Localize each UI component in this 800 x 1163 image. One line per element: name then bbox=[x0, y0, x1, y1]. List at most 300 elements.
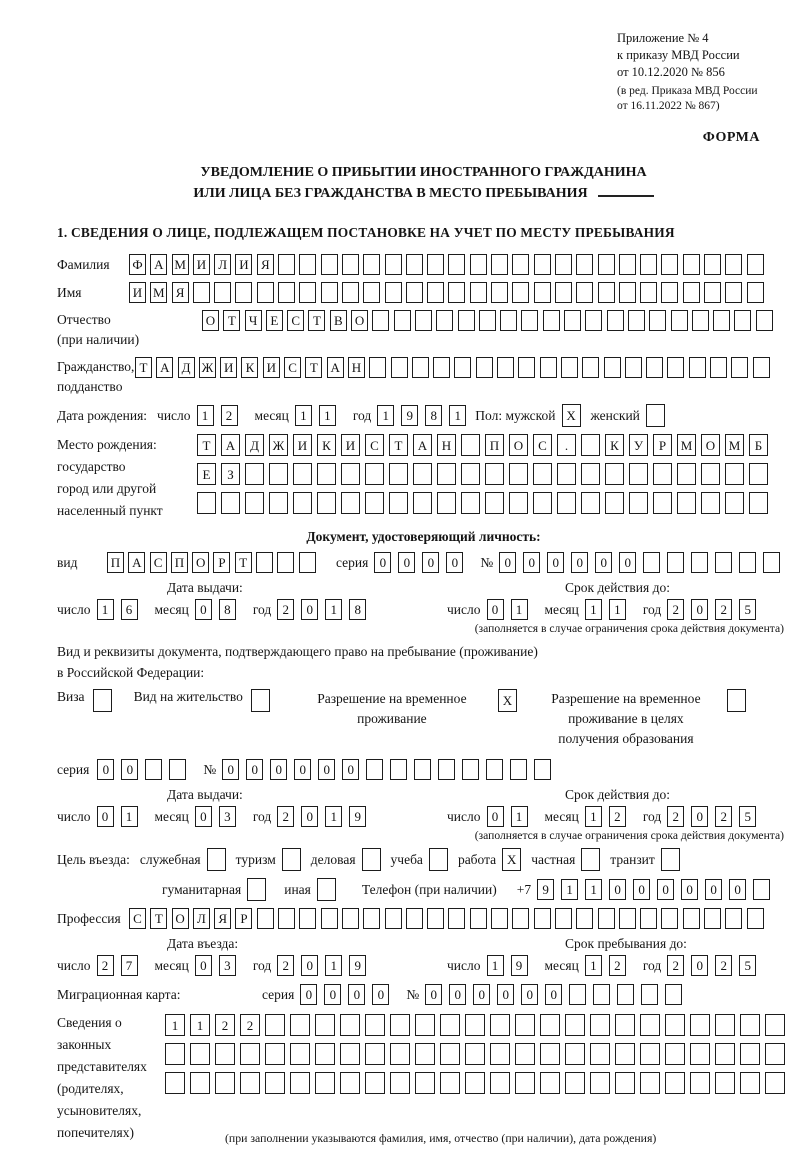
char-cell[interactable]: О bbox=[351, 310, 368, 331]
char-cell[interactable]: 2 bbox=[715, 599, 732, 620]
char-cell[interactable] bbox=[458, 310, 475, 331]
char-cell[interactable]: X bbox=[498, 689, 517, 712]
char-cell[interactable]: 0 bbox=[425, 984, 442, 1005]
char-cell[interactable]: Ж bbox=[269, 434, 288, 456]
char-cell[interactable] bbox=[710, 357, 727, 378]
char-cell[interactable]: 6 bbox=[121, 599, 138, 620]
char-cell[interactable]: И bbox=[129, 282, 146, 303]
char-cell[interactable]: 2 bbox=[240, 1014, 260, 1036]
char-cell[interactable] bbox=[461, 434, 480, 456]
char-cell[interactable] bbox=[366, 759, 383, 780]
char-cell[interactable]: 0 bbox=[246, 759, 263, 780]
char-cell[interactable]: Д bbox=[178, 357, 195, 378]
char-cell[interactable]: И bbox=[341, 434, 360, 456]
char-cell[interactable] bbox=[640, 1043, 660, 1065]
char-cell[interactable]: 2 bbox=[667, 599, 684, 620]
char-cell[interactable]: И bbox=[220, 357, 237, 378]
char-cell[interactable] bbox=[437, 463, 456, 485]
char-cell[interactable] bbox=[278, 908, 295, 929]
char-cell[interactable] bbox=[534, 282, 551, 303]
char-cell[interactable] bbox=[749, 463, 768, 485]
char-cell[interactable] bbox=[406, 282, 423, 303]
char-cell[interactable] bbox=[590, 1014, 610, 1036]
char-cell[interactable] bbox=[540, 1014, 560, 1036]
char-cell[interactable]: 0 bbox=[609, 879, 626, 900]
char-cell[interactable]: 0 bbox=[294, 759, 311, 780]
char-cell[interactable] bbox=[715, 1072, 735, 1094]
char-cell[interactable]: 1 bbox=[319, 405, 336, 426]
char-cell[interactable] bbox=[605, 492, 624, 514]
char-cell[interactable] bbox=[725, 282, 742, 303]
char-cell[interactable] bbox=[485, 463, 504, 485]
char-cell[interactable] bbox=[765, 1043, 785, 1065]
char-cell[interactable] bbox=[704, 254, 721, 275]
char-cell[interactable] bbox=[619, 908, 636, 929]
char-cell[interactable]: 0 bbox=[691, 599, 708, 620]
char-cell[interactable] bbox=[565, 1014, 585, 1036]
char-cell[interactable] bbox=[509, 492, 528, 514]
char-cell[interactable]: С bbox=[533, 434, 552, 456]
char-cell[interactable]: 0 bbox=[487, 599, 504, 620]
title-blank-line[interactable] bbox=[598, 183, 654, 197]
char-cell[interactable]: 2 bbox=[97, 955, 114, 976]
char-cell[interactable] bbox=[413, 463, 432, 485]
char-cell[interactable] bbox=[569, 984, 586, 1005]
char-cell[interactable]: 1 bbox=[585, 599, 602, 620]
char-cell[interactable]: О bbox=[202, 310, 219, 331]
char-cell[interactable] bbox=[362, 848, 381, 871]
char-cell[interactable] bbox=[604, 357, 621, 378]
char-cell[interactable] bbox=[363, 908, 380, 929]
char-cell[interactable]: 0 bbox=[301, 955, 318, 976]
char-cell[interactable] bbox=[369, 357, 386, 378]
char-cell[interactable] bbox=[269, 492, 288, 514]
char-cell[interactable] bbox=[341, 492, 360, 514]
char-cell[interactable]: X bbox=[562, 404, 581, 427]
char-cell[interactable] bbox=[725, 908, 742, 929]
char-cell[interactable] bbox=[683, 282, 700, 303]
char-cell[interactable]: К bbox=[605, 434, 624, 456]
char-cell[interactable]: 9 bbox=[349, 806, 366, 827]
char-cell[interactable]: М bbox=[725, 434, 744, 456]
char-cell[interactable] bbox=[615, 1072, 635, 1094]
char-cell[interactable] bbox=[257, 908, 274, 929]
char-cell[interactable]: 8 bbox=[349, 599, 366, 620]
char-cell[interactable]: 0 bbox=[301, 806, 318, 827]
char-cell[interactable]: 2 bbox=[277, 599, 294, 620]
char-cell[interactable] bbox=[290, 1072, 310, 1094]
char-cell[interactable] bbox=[299, 552, 316, 573]
char-cell[interactable] bbox=[293, 463, 312, 485]
char-cell[interactable] bbox=[394, 310, 411, 331]
char-cell[interactable] bbox=[340, 1043, 360, 1065]
char-cell[interactable] bbox=[193, 282, 210, 303]
char-cell[interactable]: 9 bbox=[511, 955, 528, 976]
char-cell[interactable] bbox=[692, 310, 709, 331]
char-cell[interactable] bbox=[448, 908, 465, 929]
char-cell[interactable] bbox=[93, 689, 112, 712]
char-cell[interactable] bbox=[470, 908, 487, 929]
char-cell[interactable] bbox=[515, 1043, 535, 1065]
char-cell[interactable] bbox=[581, 463, 600, 485]
char-cell[interactable] bbox=[290, 1043, 310, 1065]
char-cell[interactable] bbox=[625, 357, 642, 378]
char-cell[interactable] bbox=[461, 463, 480, 485]
char-cell[interactable]: 0 bbox=[499, 552, 516, 573]
char-cell[interactable]: 7 bbox=[121, 955, 138, 976]
char-cell[interactable]: X bbox=[502, 848, 521, 871]
char-cell[interactable] bbox=[619, 282, 636, 303]
char-cell[interactable] bbox=[315, 1043, 335, 1065]
char-cell[interactable]: Р bbox=[235, 908, 252, 929]
char-cell[interactable] bbox=[512, 282, 529, 303]
char-cell[interactable]: З bbox=[221, 463, 240, 485]
char-cell[interactable] bbox=[565, 1043, 585, 1065]
char-cell[interactable] bbox=[342, 254, 359, 275]
char-cell[interactable]: 0 bbox=[372, 984, 389, 1005]
char-cell[interactable] bbox=[340, 1072, 360, 1094]
char-cell[interactable]: 3 bbox=[219, 955, 236, 976]
char-cell[interactable] bbox=[749, 492, 768, 514]
char-cell[interactable] bbox=[555, 254, 572, 275]
char-cell[interactable] bbox=[169, 759, 186, 780]
char-cell[interactable]: Н bbox=[348, 357, 365, 378]
char-cell[interactable]: 0 bbox=[121, 759, 138, 780]
char-cell[interactable] bbox=[619, 254, 636, 275]
char-cell[interactable] bbox=[715, 1014, 735, 1036]
char-cell[interactable]: А bbox=[413, 434, 432, 456]
char-cell[interactable] bbox=[265, 1043, 285, 1065]
char-cell[interactable]: С bbox=[129, 908, 146, 929]
char-cell[interactable]: П bbox=[171, 552, 188, 573]
char-cell[interactable] bbox=[365, 1014, 385, 1036]
char-cell[interactable] bbox=[629, 492, 648, 514]
char-cell[interactable] bbox=[598, 908, 615, 929]
char-cell[interactable] bbox=[372, 310, 389, 331]
char-cell[interactable]: 9 bbox=[537, 879, 554, 900]
char-cell[interactable] bbox=[427, 282, 444, 303]
char-cell[interactable] bbox=[640, 1072, 660, 1094]
char-cell[interactable] bbox=[490, 1014, 510, 1036]
char-cell[interactable]: 1 bbox=[609, 599, 626, 620]
char-cell[interactable] bbox=[485, 492, 504, 514]
char-cell[interactable] bbox=[207, 848, 226, 871]
char-cell[interactable] bbox=[412, 357, 429, 378]
char-cell[interactable] bbox=[257, 282, 274, 303]
char-cell[interactable] bbox=[763, 552, 780, 573]
char-cell[interactable] bbox=[747, 282, 764, 303]
char-cell[interactable]: М bbox=[677, 434, 696, 456]
char-cell[interactable] bbox=[661, 254, 678, 275]
char-cell[interactable] bbox=[727, 689, 746, 712]
char-cell[interactable] bbox=[605, 463, 624, 485]
char-cell[interactable]: 1 bbox=[165, 1014, 185, 1036]
char-cell[interactable] bbox=[715, 552, 732, 573]
char-cell[interactable]: А bbox=[327, 357, 344, 378]
char-cell[interactable]: 1 bbox=[561, 879, 578, 900]
char-cell[interactable]: 0 bbox=[705, 879, 722, 900]
char-cell[interactable] bbox=[576, 908, 593, 929]
char-cell[interactable] bbox=[640, 1014, 660, 1036]
char-cell[interactable] bbox=[683, 908, 700, 929]
char-cell[interactable]: Я bbox=[172, 282, 189, 303]
char-cell[interactable]: П bbox=[485, 434, 504, 456]
char-cell[interactable] bbox=[486, 759, 503, 780]
char-cell[interactable] bbox=[406, 254, 423, 275]
char-cell[interactable] bbox=[340, 1014, 360, 1036]
char-cell[interactable] bbox=[765, 1014, 785, 1036]
char-cell[interactable] bbox=[317, 492, 336, 514]
char-cell[interactable] bbox=[557, 463, 576, 485]
char-cell[interactable] bbox=[415, 1014, 435, 1036]
char-cell[interactable]: Т bbox=[308, 310, 325, 331]
char-cell[interactable] bbox=[415, 310, 432, 331]
char-cell[interactable] bbox=[299, 282, 316, 303]
char-cell[interactable] bbox=[521, 310, 538, 331]
char-cell[interactable]: И bbox=[235, 254, 252, 275]
char-cell[interactable] bbox=[715, 1043, 735, 1065]
char-cell[interactable] bbox=[725, 492, 744, 514]
char-cell[interactable]: Е bbox=[266, 310, 283, 331]
char-cell[interactable]: С bbox=[365, 434, 384, 456]
char-cell[interactable] bbox=[190, 1043, 210, 1065]
char-cell[interactable] bbox=[747, 254, 764, 275]
char-cell[interactable]: Я bbox=[257, 254, 274, 275]
char-cell[interactable] bbox=[665, 1043, 685, 1065]
char-cell[interactable]: 0 bbox=[547, 552, 564, 573]
char-cell[interactable] bbox=[607, 310, 624, 331]
char-cell[interactable]: 0 bbox=[521, 984, 538, 1005]
char-cell[interactable]: 0 bbox=[97, 806, 114, 827]
char-cell[interactable]: 0 bbox=[422, 552, 439, 573]
char-cell[interactable] bbox=[615, 1043, 635, 1065]
char-cell[interactable] bbox=[690, 1014, 710, 1036]
char-cell[interactable] bbox=[470, 254, 487, 275]
char-cell[interactable] bbox=[390, 759, 407, 780]
char-cell[interactable] bbox=[454, 357, 471, 378]
char-cell[interactable]: 0 bbox=[195, 806, 212, 827]
char-cell[interactable] bbox=[641, 984, 658, 1005]
char-cell[interactable]: 0 bbox=[222, 759, 239, 780]
char-cell[interactable]: 0 bbox=[195, 955, 212, 976]
char-cell[interactable] bbox=[265, 1072, 285, 1094]
char-cell[interactable]: Т bbox=[150, 908, 167, 929]
char-cell[interactable] bbox=[713, 310, 730, 331]
char-cell[interactable] bbox=[214, 282, 231, 303]
char-cell[interactable]: 2 bbox=[715, 955, 732, 976]
char-cell[interactable]: А bbox=[150, 254, 167, 275]
char-cell[interactable]: 1 bbox=[197, 405, 214, 426]
char-cell[interactable]: 0 bbox=[348, 984, 365, 1005]
char-cell[interactable] bbox=[683, 254, 700, 275]
char-cell[interactable] bbox=[665, 1014, 685, 1036]
char-cell[interactable] bbox=[433, 357, 450, 378]
char-cell[interactable] bbox=[190, 1072, 210, 1094]
char-cell[interactable]: 0 bbox=[691, 955, 708, 976]
char-cell[interactable]: 0 bbox=[633, 879, 650, 900]
char-cell[interactable] bbox=[342, 282, 359, 303]
char-cell[interactable] bbox=[448, 282, 465, 303]
char-cell[interactable] bbox=[515, 1014, 535, 1036]
char-cell[interactable] bbox=[406, 908, 423, 929]
char-cell[interactable] bbox=[491, 254, 508, 275]
char-cell[interactable] bbox=[277, 552, 294, 573]
char-cell[interactable] bbox=[515, 1072, 535, 1094]
char-cell[interactable] bbox=[247, 878, 266, 901]
char-cell[interactable]: 2 bbox=[609, 955, 626, 976]
char-cell[interactable]: И bbox=[193, 254, 210, 275]
char-cell[interactable] bbox=[617, 984, 634, 1005]
char-cell[interactable] bbox=[321, 908, 338, 929]
char-cell[interactable]: Т bbox=[389, 434, 408, 456]
char-cell[interactable] bbox=[643, 552, 660, 573]
char-cell[interactable] bbox=[581, 848, 600, 871]
char-cell[interactable]: 3 bbox=[219, 806, 236, 827]
char-cell[interactable]: 0 bbox=[595, 552, 612, 573]
char-cell[interactable] bbox=[385, 282, 402, 303]
char-cell[interactable]: 5 bbox=[739, 955, 756, 976]
char-cell[interactable] bbox=[740, 1014, 760, 1036]
char-cell[interactable] bbox=[731, 357, 748, 378]
char-cell[interactable] bbox=[317, 878, 336, 901]
char-cell[interactable]: Р bbox=[653, 434, 672, 456]
char-cell[interactable] bbox=[581, 492, 600, 514]
char-cell[interactable] bbox=[582, 357, 599, 378]
char-cell[interactable]: 8 bbox=[425, 405, 442, 426]
char-cell[interactable]: 1 bbox=[121, 806, 138, 827]
char-cell[interactable] bbox=[628, 310, 645, 331]
char-cell[interactable] bbox=[576, 254, 593, 275]
char-cell[interactable]: 1 bbox=[295, 405, 312, 426]
char-cell[interactable] bbox=[533, 463, 552, 485]
char-cell[interactable]: О bbox=[701, 434, 720, 456]
char-cell[interactable] bbox=[765, 1072, 785, 1094]
char-cell[interactable]: 9 bbox=[401, 405, 418, 426]
char-cell[interactable]: 0 bbox=[729, 879, 746, 900]
char-cell[interactable] bbox=[598, 254, 615, 275]
char-cell[interactable]: М bbox=[150, 282, 167, 303]
char-cell[interactable]: Ф bbox=[129, 254, 146, 275]
char-cell[interactable] bbox=[561, 357, 578, 378]
char-cell[interactable] bbox=[365, 1072, 385, 1094]
char-cell[interactable] bbox=[593, 984, 610, 1005]
char-cell[interactable] bbox=[555, 282, 572, 303]
char-cell[interactable]: 2 bbox=[277, 806, 294, 827]
char-cell[interactable] bbox=[653, 492, 672, 514]
char-cell[interactable] bbox=[215, 1072, 235, 1094]
char-cell[interactable] bbox=[465, 1043, 485, 1065]
char-cell[interactable] bbox=[145, 759, 162, 780]
char-cell[interactable] bbox=[414, 759, 431, 780]
char-cell[interactable] bbox=[256, 552, 273, 573]
char-cell[interactable] bbox=[437, 492, 456, 514]
char-cell[interactable] bbox=[429, 848, 448, 871]
char-cell[interactable] bbox=[341, 463, 360, 485]
char-cell[interactable]: 1 bbox=[325, 955, 342, 976]
char-cell[interactable]: 5 bbox=[739, 806, 756, 827]
char-cell[interactable]: 1 bbox=[325, 599, 342, 620]
char-cell[interactable] bbox=[665, 1072, 685, 1094]
char-cell[interactable] bbox=[661, 908, 678, 929]
char-cell[interactable] bbox=[235, 282, 252, 303]
char-cell[interactable]: 1 bbox=[585, 879, 602, 900]
char-cell[interactable] bbox=[465, 1072, 485, 1094]
char-cell[interactable] bbox=[555, 908, 572, 929]
char-cell[interactable] bbox=[640, 282, 657, 303]
char-cell[interactable]: 0 bbox=[324, 984, 341, 1005]
char-cell[interactable]: . bbox=[557, 434, 576, 456]
char-cell[interactable] bbox=[667, 552, 684, 573]
char-cell[interactable] bbox=[415, 1043, 435, 1065]
char-cell[interactable]: Т bbox=[197, 434, 216, 456]
char-cell[interactable] bbox=[704, 282, 721, 303]
char-cell[interactable] bbox=[490, 1043, 510, 1065]
char-cell[interactable] bbox=[290, 1014, 310, 1036]
char-cell[interactable]: У bbox=[629, 434, 648, 456]
char-cell[interactable] bbox=[753, 879, 770, 900]
char-cell[interactable] bbox=[215, 1043, 235, 1065]
char-cell[interactable] bbox=[365, 492, 384, 514]
char-cell[interactable] bbox=[462, 759, 479, 780]
char-cell[interactable] bbox=[278, 282, 295, 303]
char-cell[interactable] bbox=[512, 254, 529, 275]
char-cell[interactable] bbox=[701, 492, 720, 514]
char-cell[interactable] bbox=[740, 1043, 760, 1065]
char-cell[interactable] bbox=[293, 492, 312, 514]
char-cell[interactable] bbox=[500, 310, 517, 331]
char-cell[interactable] bbox=[747, 908, 764, 929]
char-cell[interactable] bbox=[413, 492, 432, 514]
char-cell[interactable]: 2 bbox=[667, 955, 684, 976]
char-cell[interactable] bbox=[510, 759, 527, 780]
char-cell[interactable]: 0 bbox=[374, 552, 391, 573]
char-cell[interactable]: 0 bbox=[300, 984, 317, 1005]
char-cell[interactable] bbox=[390, 1072, 410, 1094]
char-cell[interactable] bbox=[740, 1072, 760, 1094]
char-cell[interactable] bbox=[476, 357, 493, 378]
char-cell[interactable]: Ж bbox=[199, 357, 216, 378]
char-cell[interactable] bbox=[646, 404, 665, 427]
char-cell[interactable] bbox=[363, 282, 380, 303]
char-cell[interactable]: 0 bbox=[497, 984, 514, 1005]
char-cell[interactable]: 9 bbox=[349, 955, 366, 976]
char-cell[interactable] bbox=[598, 282, 615, 303]
char-cell[interactable]: 2 bbox=[715, 806, 732, 827]
char-cell[interactable] bbox=[389, 463, 408, 485]
char-cell[interactable]: 2 bbox=[667, 806, 684, 827]
char-cell[interactable] bbox=[490, 1072, 510, 1094]
char-cell[interactable]: 1 bbox=[190, 1014, 210, 1036]
char-cell[interactable]: 1 bbox=[511, 806, 528, 827]
char-cell[interactable] bbox=[509, 463, 528, 485]
char-cell[interactable] bbox=[461, 492, 480, 514]
char-cell[interactable] bbox=[756, 310, 773, 331]
char-cell[interactable] bbox=[390, 1043, 410, 1065]
char-cell[interactable] bbox=[427, 908, 444, 929]
char-cell[interactable]: 0 bbox=[97, 759, 114, 780]
char-cell[interactable] bbox=[165, 1072, 185, 1094]
char-cell[interactable] bbox=[534, 759, 551, 780]
char-cell[interactable]: 0 bbox=[473, 984, 490, 1005]
char-cell[interactable] bbox=[315, 1072, 335, 1094]
char-cell[interactable]: 0 bbox=[619, 552, 636, 573]
char-cell[interactable]: 1 bbox=[377, 405, 394, 426]
char-cell[interactable] bbox=[491, 282, 508, 303]
char-cell[interactable]: 2 bbox=[215, 1014, 235, 1036]
char-cell[interactable] bbox=[438, 759, 455, 780]
char-cell[interactable]: А bbox=[128, 552, 145, 573]
char-cell[interactable] bbox=[677, 492, 696, 514]
